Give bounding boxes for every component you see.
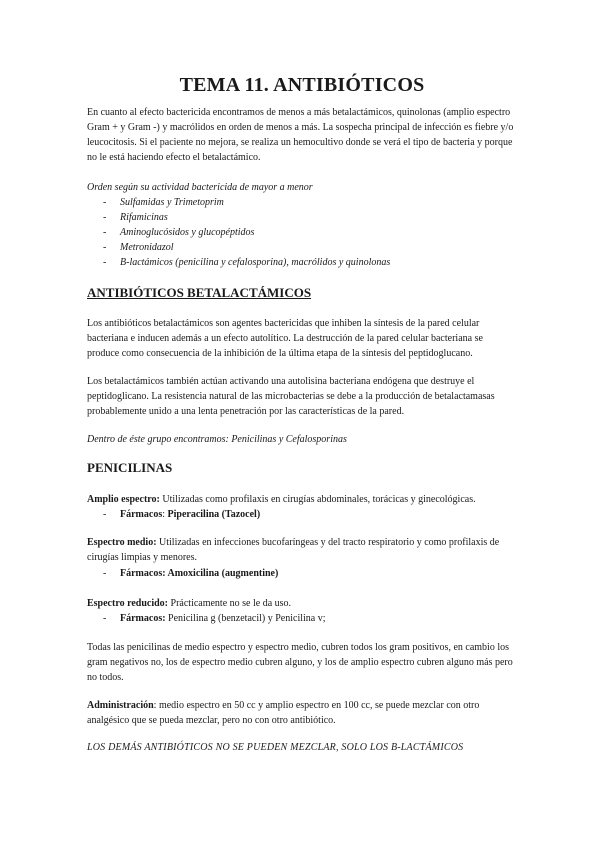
list-item: - B-lactámicos (penicilina y cefalosporina), macrólidos y quinolonas: [103, 257, 391, 268]
amplio-espectro-paragraph: Amplio espectro: Utilizadas como profilaxis en cirugías abdominales, torácicas y ginecológicas.: [87, 494, 476, 505]
administracion-paragraph: Administración: medio espectro en 50 cc y amplio espectro en 100 cc, se puede mezclar con otro analgésico que se pueda mezclar, pero no con otro antibiótico.: [87, 700, 480, 726]
betalactamicos-paragraph-2: Los betalactámicos también actúan activando una autolisina bacteriana endógena que destruye el peptidoglicano. La resistencia natural de las microbacterias se debe a la producción de betalactamasas probablemente unido a una lenta penetración por las características de la pared.: [87, 376, 495, 417]
amplio-farmacos: - Fármacos: Piperacilina (Tazocel): [103, 509, 261, 520]
betalactamicos-paragraph-1: Los antibióticos betalactámicos son agentes bactericidas que inhiben la síntesis de la pared celular bacteriana e inducen además a un efecto autolítico. La destrucción de la pared celular bacteriana se produce como consecuencia de la inhibición de la última etapa de la síntesis del peptidoglucano.: [87, 318, 483, 359]
order-heading: Orden según su actividad bactericida de mayor a menor: [87, 182, 313, 193]
administracion-label: Administración: [87, 700, 154, 711]
betalactamicos-paragraph-3: Dentro de éste grupo encontramos: Penicilinas y Cefalosporinas: [87, 434, 347, 445]
order-list: [87, 195, 517, 270]
reducido-farmacos: - Fármacos: Penicilina g (benzetacil) y Penicilina v;: [103, 613, 326, 624]
espectro-medio-paragraph: Espectro medio: Utilizadas en infecciones bucofaríngeas y del tracto respiratorio y como profilaxis de cirugías limpias y menores.: [87, 537, 500, 563]
amplio-espectro-label: Amplio espectro:: [87, 494, 160, 505]
medio-farmacos: - Fármacos: Amoxicilina (augmentine): [103, 568, 279, 579]
espectro-medio-label: Espectro medio:: [87, 537, 157, 548]
list-item: - Sulfamidas y Trimetoprim: [103, 197, 224, 208]
espectro-reducido-label: Espectro reducido:: [87, 598, 169, 609]
intro-paragraph: En cuanto al efecto bactericida encontramos de menos a más betalactámicos, quinolonas (amplio espectro Gram + y Gram -) y macrólidos en orden de menos a más. La sospecha principal de infección es fiebre y/o leucocitosis. Si el paciente no mejora, se realiza un hemocultivo donde se verá el tipo de bacteria y porque no le está haciendo efecto el betalactámico.: [87, 107, 514, 163]
closing-note: LOS DEMÁS ANTIBIÓTICOS NO SE PUEDEN MEZCLAR, SOLO LOS B-LACTÁMICOS: [87, 742, 464, 753]
page-title: TEMA 11. ANTIBIÓTICOS: [179, 74, 425, 96]
section-betalactamicos-title: ANTIBIÓTICOS BETALACTÁMICOS: [87, 285, 312, 300]
list-item: - Aminoglucósidos y glucopéptidos: [103, 227, 255, 238]
list-item: - Metronidazol: [103, 242, 174, 253]
espectro-reducido-paragraph: Espectro reducido: Prácticamente no se le da uso.: [87, 598, 292, 609]
section-penicilinas-title: PENICILINAS: [87, 460, 173, 475]
summary-paragraph: Todas las penicilinas de medio espectro y espectro medio, cubren todos los gram positivos, en cambio los gram negativos no, los de espectro medio cubren alguno, y los de amplio espectro cubren alguno más pero no todos.: [87, 642, 513, 683]
list-item: - Rifamicinas: [103, 212, 168, 223]
